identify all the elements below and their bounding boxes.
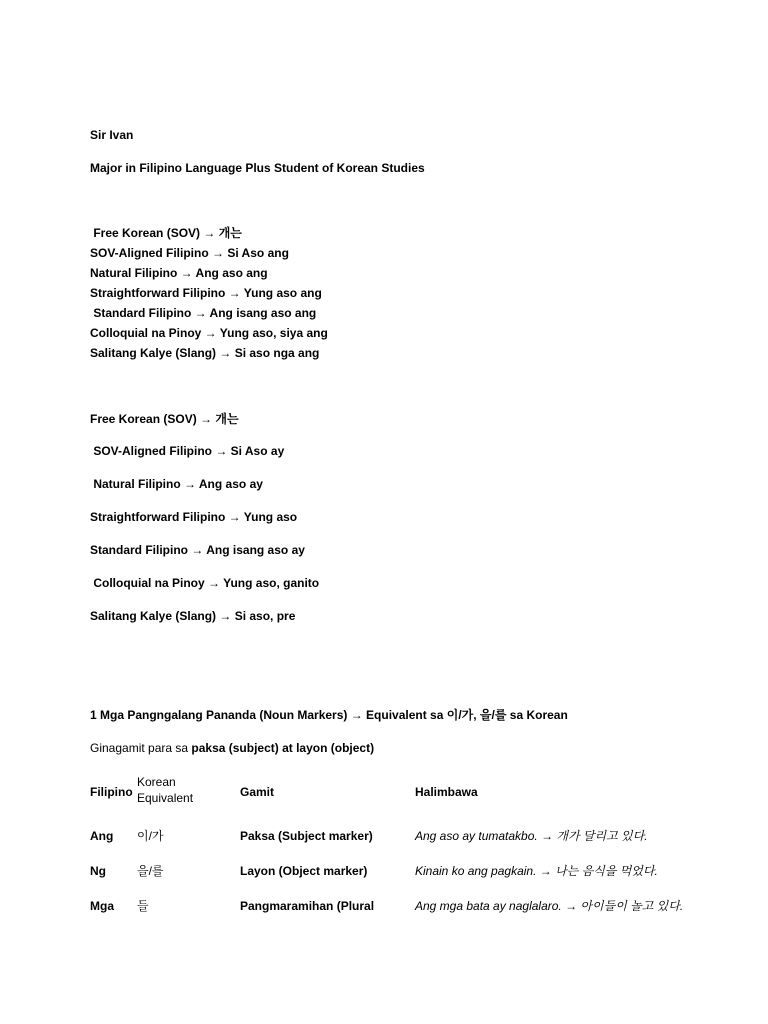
table-cell-example: Kinain ko ang pagkain. → 나는 음식을 먹었다. xyxy=(415,864,658,878)
table-cell-korean: 을/를 xyxy=(137,864,164,878)
table-cell-example: Ang mga bata ay naglalaro. → 아이들이 놀고 있다. xyxy=(415,899,684,913)
section-intro xyxy=(90,740,374,756)
table-header-gamit: Gamit xyxy=(240,785,275,799)
table-cell-filipino: Ng xyxy=(90,864,106,878)
table-header-korean: Korean Equivalent xyxy=(137,775,194,805)
block1-line: Colloquial na Pinoy → Yung aso, siya ang xyxy=(90,326,328,340)
table-cell-gamit: Layon (Object marker) xyxy=(240,864,368,878)
block2-line: Standard Filipino → Ang isang aso ay xyxy=(90,543,305,557)
table-cell-gamit: Pangmaramihan (Plural xyxy=(240,899,375,913)
table-cell-korean: 들 xyxy=(137,899,149,913)
table-cell-filipino: Mga xyxy=(90,899,114,913)
table-header-halimbawa: Halimbawa xyxy=(415,785,478,799)
block1-line: Free Korean (SOV) → 개는 xyxy=(90,226,242,240)
intro-prefix: Ginagamit para sa xyxy=(90,741,192,755)
block2-line: Free Korean (SOV) → 개는 xyxy=(90,412,239,426)
block1-line: Straightforward Filipino → Yung aso ang xyxy=(90,286,322,300)
block2-line: Straightforward Filipino → Yung aso xyxy=(90,510,298,524)
block1-line: SOV-Aligned Filipino → Si Aso ang xyxy=(90,246,289,260)
author-subtitle: Major in Filipino Language Plus Student of Korean Studies xyxy=(90,161,425,175)
block1-line: Natural Filipino → Ang aso ang xyxy=(90,266,268,280)
block2-line: SOV-Aligned Filipino → Si Aso ay xyxy=(90,444,285,458)
table-cell-filipino: Ang xyxy=(90,829,114,843)
table-cell-example: Ang aso ay tumatakbo. → 개가 달리고 있다. xyxy=(415,829,648,843)
table-header-filipino: Filipino xyxy=(90,785,133,799)
block1-line: Salitang Kalye (Slang) → Si aso nga ang xyxy=(90,346,320,360)
block1-line: Standard Filipino → Ang isang aso ang xyxy=(90,306,317,320)
block2-line: Colloquial na Pinoy → Yung aso, ganito xyxy=(90,576,320,590)
block2-line: Natural Filipino → Ang aso ay xyxy=(90,477,263,491)
intro-bold: paksa (subject) at layon (object) xyxy=(191,741,375,755)
block2-line: Salitang Kalye (Slang) → Si aso, pre xyxy=(90,609,296,623)
author-name: Sir Ivan xyxy=(90,128,134,142)
table-cell-korean: 이/가 xyxy=(137,829,164,843)
table-cell-gamit: Paksa (Subject marker) xyxy=(240,829,373,843)
section-heading: 1 Mga Pangngalang Pananda (Noun Markers) → Equivalent sa 이/가, 을/를 sa Korean xyxy=(90,708,568,722)
